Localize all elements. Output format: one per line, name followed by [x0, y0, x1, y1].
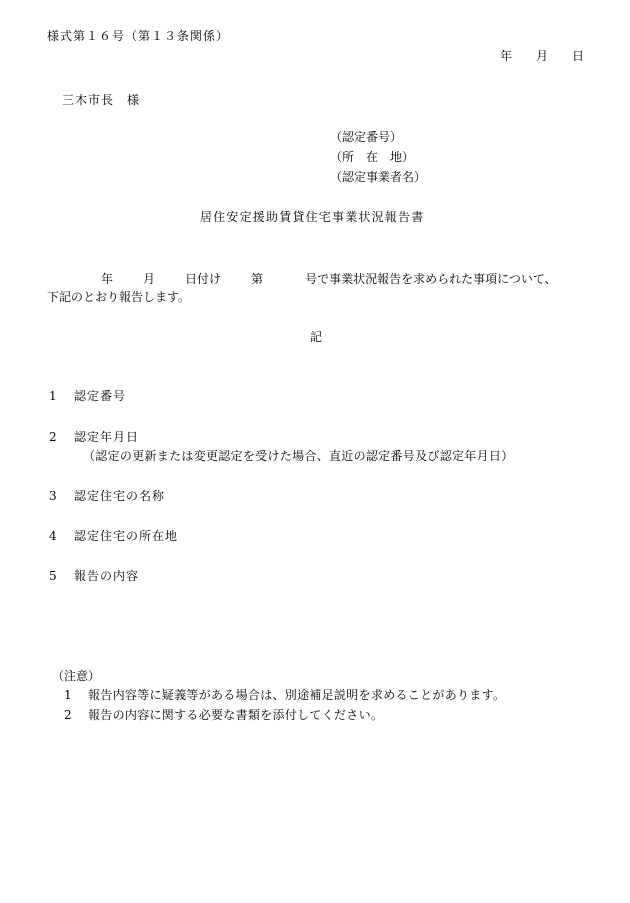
date-day: 日	[571, 49, 584, 63]
applicant-address: （所 在 地）	[330, 150, 415, 164]
body-day-date: 日付け	[185, 272, 222, 286]
note-number: 2	[64, 708, 72, 722]
item-number: 4	[49, 529, 57, 543]
date-year: 年	[499, 49, 512, 63]
item-label-report-content: 報告の内容	[74, 569, 140, 583]
body-year: 年	[101, 272, 114, 286]
item-label-cert-number: 認定番号	[74, 389, 127, 403]
addressee: 三木市長 様	[62, 93, 141, 107]
applicant-operator-name: （認定事業者名）	[330, 170, 427, 184]
item-label-housing-name: 認定住宅の名称	[74, 489, 166, 503]
body-number-prefix: 第	[251, 272, 264, 286]
item-note-cert-date: （認定の更新または変更認定を受けた場合、直近の認定番号及び認定年月日）	[83, 449, 514, 463]
note-text: 報告の内容に関する必要な書類を添付してください。	[88, 708, 384, 722]
body-line-2: 下記のとおり報告します。	[47, 290, 191, 304]
item-number: 5	[49, 569, 57, 583]
item-number: 2	[49, 430, 57, 444]
applicant-cert-number: （認定番号）	[330, 130, 403, 144]
date-month: 月	[535, 49, 548, 63]
item-label-cert-date: 認定年月日	[74, 430, 140, 444]
ki-heading: 記	[310, 330, 323, 344]
item-number: 1	[49, 389, 57, 403]
body-line-1	[47, 273, 557, 285]
body-number-suffix: 号で事業状況報告を求められた事項について、	[305, 272, 557, 286]
document-title: 居住安定援助賃貸住宅事業状況報告書	[200, 210, 425, 224]
notes-title: （注意）	[52, 669, 101, 683]
form-number: 様式第１６号（第１３条関係）	[47, 29, 230, 43]
item-label-housing-address: 認定住宅の所在地	[74, 529, 179, 543]
note-text: 報告内容等に疑義等がある場合は、別途補足説明を求めることがあります。	[88, 688, 506, 702]
item-number: 3	[49, 489, 57, 503]
date-line	[500, 50, 584, 62]
body-month: 月	[143, 272, 156, 286]
note-number: 1	[64, 688, 72, 702]
